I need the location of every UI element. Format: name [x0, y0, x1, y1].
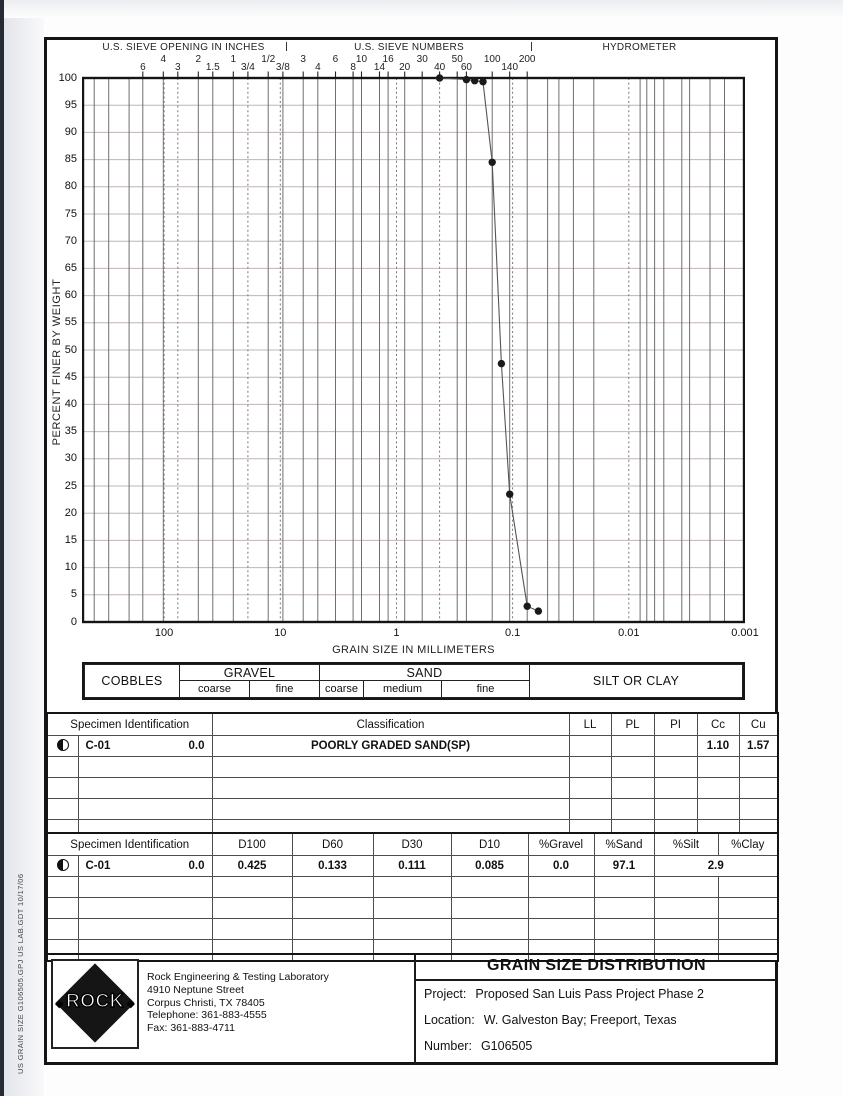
sieve-size-label: 8: [350, 62, 356, 73]
pct-fines-value: 2.9: [654, 856, 778, 877]
axis-section-sieve-inches: U.S. SIEVE OPENING IN INCHES: [102, 42, 265, 53]
x-tick-label: 0.1: [504, 627, 521, 639]
y-tick-label: 20: [64, 506, 77, 519]
sieve-size-label: 20: [399, 62, 411, 73]
specimen-depth: 0.0: [188, 860, 205, 872]
cobbles-cell: COBBLES: [84, 664, 180, 698]
silt-or-clay-cell: SILT OR CLAY: [529, 664, 743, 698]
col-d10: D10: [451, 833, 528, 856]
sand-coarse-cell: coarse: [319, 680, 364, 698]
scan-edge: [0, 0, 4, 1096]
company-fax: Fax: 361-883-4711: [147, 1022, 235, 1035]
empty-row: [47, 757, 778, 778]
y-tick-label: 15: [64, 533, 77, 546]
classification-table: [46, 712, 779, 842]
table-header-row: [47, 833, 778, 856]
cc-value: 1.10: [697, 736, 739, 757]
company-logo: [51, 959, 139, 1049]
col-cc: Cc: [697, 713, 739, 736]
logo-left-diamond-icon: ◆: [55, 998, 64, 1010]
col-d100: D100: [212, 833, 292, 856]
sieve-size-label: 16: [382, 54, 394, 65]
d30-value: 0.111: [373, 856, 451, 877]
title-block: [46, 953, 777, 1063]
pl-value: [611, 736, 654, 757]
sieve-size-label: 30: [416, 54, 428, 65]
sieve-size-label: 100: [483, 54, 501, 65]
gravel-fine-cell: fine: [249, 680, 320, 698]
specimen-id-cell: [78, 856, 212, 877]
empty-row: [47, 898, 778, 919]
col-ll: LL: [569, 713, 611, 736]
y-tick-label: 85: [64, 153, 77, 166]
y-tick-label: 25: [64, 479, 77, 492]
col-pct-gravel: %Gravel: [528, 833, 594, 856]
sieve-size-label: 14: [373, 62, 386, 73]
axis-section-hydrometer: HYDROMETER: [602, 42, 677, 53]
specimen-marker-icon: [57, 859, 69, 871]
company-street: 4910 Neptune Street: [147, 983, 244, 996]
specimen-row: [47, 856, 778, 877]
specimen-row: [47, 736, 778, 757]
logo-right-diamond-icon: ◆: [126, 998, 135, 1010]
scan-top-shade: [0, 0, 843, 18]
logo-text: ROCK: [66, 991, 124, 1012]
col-pi: PI: [654, 713, 697, 736]
col-specimen-identification: Specimen Identification: [47, 833, 212, 856]
soil-classification-bar: [82, 662, 745, 700]
sieve-size-label: 2: [195, 54, 202, 65]
sieve-size-label: 6: [140, 62, 146, 73]
y-tick-label: 50: [64, 343, 77, 356]
company-name: Rock Engineering & Testing Laboratory: [147, 971, 329, 983]
sieve-size-label: 3/4: [240, 62, 255, 73]
pct-gravel-value: 0.0: [528, 856, 594, 877]
sieve-size-label: 4: [160, 54, 167, 65]
classification-value: POORLY GRADED SAND(SP): [212, 736, 569, 757]
y-tick-label: 90: [64, 125, 77, 138]
company-address-block: [147, 971, 329, 1035]
y-tick-label: 95: [64, 98, 77, 111]
gradation-table: [46, 832, 779, 962]
y-tick-label: 75: [64, 207, 77, 220]
sieve-size-label: 6: [332, 54, 339, 65]
sieve-size-label: 4: [315, 62, 321, 73]
x-tick-label: 0.001: [731, 627, 759, 639]
grain-size-plot: [82, 68, 745, 624]
y-tick-label: 5: [70, 588, 77, 601]
company-city: Corpus Christi, TX 78405: [147, 996, 265, 1009]
y-axis-title: PERCENT FINER BY WEIGHT: [51, 278, 63, 446]
specimen-id-cell: [78, 736, 212, 757]
y-tick-label: 65: [64, 261, 77, 274]
y-tick-label: 35: [64, 425, 77, 438]
sieve-size-label: 3: [300, 54, 306, 65]
d100-value: 0.425: [212, 856, 292, 877]
col-d30: D30: [373, 833, 451, 856]
company-phone: Telephone: 361-883-4555: [147, 1009, 267, 1022]
project-line: [424, 987, 704, 1001]
empty-row: [47, 919, 778, 940]
y-tick-label: 80: [64, 180, 77, 193]
col-pct-silt: %Silt: [654, 833, 718, 856]
sand-cell: SAND: [319, 664, 530, 681]
d60-value: 0.133: [292, 856, 373, 877]
sieve-size-label: 3/8: [275, 62, 290, 73]
col-specimen-identification: Specimen Identification: [47, 713, 212, 736]
col-d60: D60: [292, 833, 373, 856]
axis-section-sieve-numbers: U.S. SIEVE NUMBERS: [354, 42, 464, 53]
y-tick-label: 10: [64, 561, 77, 574]
sieve-size-label: 1/2: [261, 54, 276, 65]
empty-row: [47, 778, 778, 799]
project-value: Proposed San Luis Pass Project Phase 2: [475, 987, 704, 1001]
location-label: Location:: [424, 1013, 475, 1027]
sieve-size-label: 3: [175, 62, 181, 73]
gravel-coarse-cell: coarse: [179, 680, 250, 698]
sieve-size-label: 200: [518, 54, 536, 65]
sieve-size-label: 1: [230, 54, 237, 65]
col-pct-clay: %Clay: [718, 833, 778, 856]
axis-section-separator: [531, 42, 532, 51]
sieve-size-label: 50: [451, 54, 463, 65]
x-tick-label: 1: [393, 627, 400, 639]
pct-sand-value: 97.1: [594, 856, 654, 877]
gravel-cell: GRAVEL: [179, 664, 320, 681]
sheet-margin-text: US GRAIN SIZE G106505.GPJ US LAB.GDT 10/17/06: [16, 873, 25, 1074]
empty-row: [47, 877, 778, 898]
sieve-size-label: 10: [355, 54, 368, 65]
location-value: W. Galveston Bay; Freeport, Texas: [483, 1013, 677, 1027]
specimen-marker-cell: [47, 736, 78, 757]
cu-value: 1.57: [739, 736, 778, 757]
col-classification: Classification: [212, 713, 569, 736]
x-tick-label: 0.01: [618, 627, 640, 639]
specimen-marker-icon: [57, 739, 69, 751]
specimen-id: C-01: [85, 740, 111, 752]
y-tick-label: 0: [70, 615, 77, 628]
col-cu: Cu: [739, 713, 778, 736]
x-axis-title: GRAIN SIZE IN MILLIMETERS: [332, 644, 495, 656]
sand-fine-cell: fine: [441, 680, 530, 698]
y-tick-label: 70: [64, 234, 77, 247]
y-tick-label: 30: [64, 452, 77, 465]
ll-value: [569, 736, 611, 757]
pi-value: [654, 736, 697, 757]
number-value: G106505: [480, 1039, 533, 1053]
number-label: Number:: [424, 1039, 472, 1053]
col-pl: PL: [611, 713, 654, 736]
y-tick-label: 40: [64, 397, 77, 410]
axis-section-separator: [286, 42, 287, 51]
location-line: [424, 1013, 677, 1027]
specimen-id: C-01: [85, 860, 111, 872]
sieve-size-label: 1.5: [205, 62, 220, 73]
y-tick-label: 55: [64, 316, 77, 329]
sieve-size-label: 140: [501, 62, 519, 73]
sieve-size-label: 40: [434, 62, 446, 73]
number-line: [424, 1039, 532, 1053]
table-header-row: [47, 713, 778, 736]
specimen-marker-cell: [47, 856, 78, 877]
sand-medium-cell: medium: [363, 680, 442, 698]
x-tick-label: 100: [154, 627, 174, 639]
y-tick-label: 100: [58, 71, 77, 84]
x-tick-label: 10: [274, 627, 287, 639]
project-label: Project:: [424, 987, 467, 1001]
sieve-size-label: 60: [460, 62, 472, 73]
report-title: GRAIN SIZE DISTRIBUTION: [416, 957, 777, 981]
y-tick-label: 45: [64, 370, 77, 383]
empty-row: [47, 799, 778, 820]
col-pct-sand: %Sand: [594, 833, 654, 856]
y-tick-label: 60: [64, 289, 77, 302]
d10-value: 0.085: [451, 856, 528, 877]
specimen-depth: 0.0: [188, 740, 205, 752]
